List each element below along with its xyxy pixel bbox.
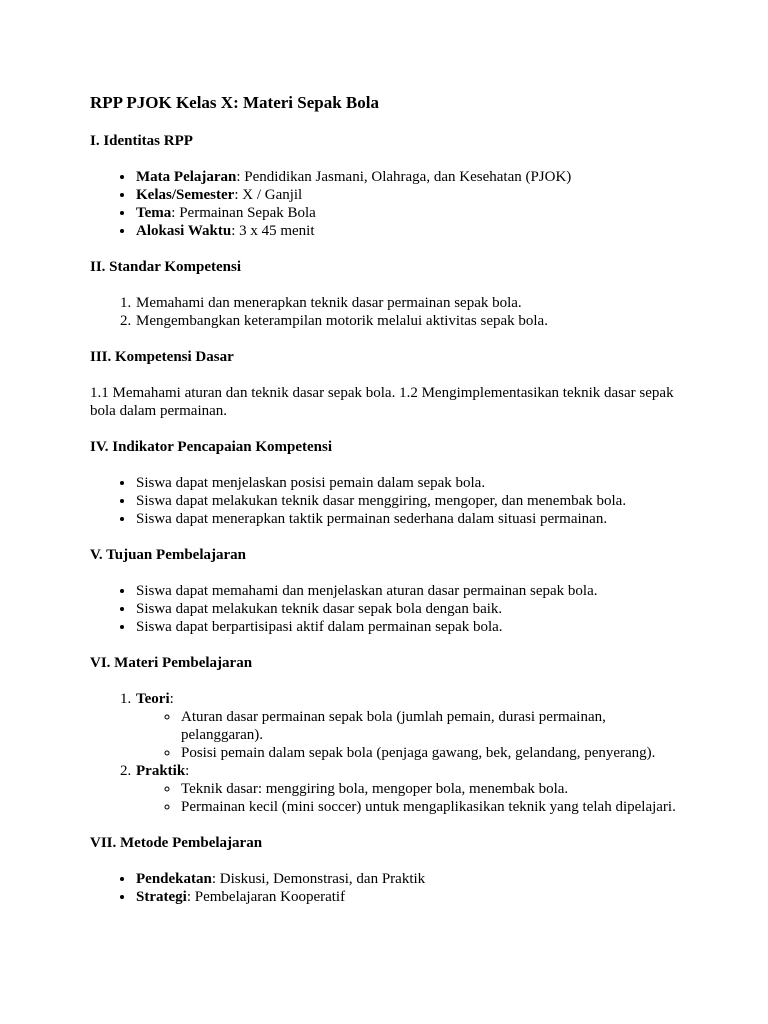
list-item (135, 690, 690, 762)
standar-kompetensi-list (90, 294, 690, 330)
list-item (135, 204, 690, 222)
item-value: : Pendidikan Jasmani, Olahraga, dan Kesehatan (PJOK) (236, 169, 572, 185)
item-suffix: : (185, 763, 190, 779)
list-item (135, 888, 690, 906)
section-heading-metode: VII. Metode Pembelajaran (90, 835, 263, 851)
list-item (135, 870, 690, 888)
section-heading-indikator: IV. Indikator Pencapaian Kompetensi (90, 439, 332, 455)
sub-list (136, 780, 690, 816)
list-item: • Siswa dapat berpartisipasi aktif dalam permainan sepak bola. (135, 618, 690, 636)
list-item: 2. Mengembangkan keterampilan motorik melalui aktivitas sepak bola. (135, 312, 690, 330)
item-label: Tema (136, 205, 172, 221)
section-heading-tujuan: V. Tujuan Pembelajaran (90, 547, 247, 563)
list-item (135, 186, 690, 204)
list-item: • Siswa dapat melakukan teknik dasar sepak bola dengan baik. (135, 600, 690, 618)
sub-list-item: ◦ Permainan kecil (mini soccer) untuk mengaplikasikan teknik yang telah dipelajari. (180, 798, 690, 816)
item-label: Praktik (136, 763, 186, 779)
sub-list-item: ◦ Posisi pemain dalam sepak bola (penjaga gawang, bek, gelandang, penyerang). (180, 744, 690, 762)
sub-list-item: ◦ Aturan dasar permainan sepak bola (jumlah pemain, durasi permainan, pelanggaran). (180, 708, 690, 744)
item-label: Teori (136, 691, 170, 707)
item-label: Pendekatan (136, 871, 212, 887)
item-value: : Permainan Sepak Bola (171, 205, 316, 221)
list-item: • Siswa dapat memahami dan menjelaskan aturan dasar permainan sepak bola. (135, 582, 690, 600)
materi-list (90, 690, 690, 816)
section-heading-materi: VI. Materi Pembelajaran (90, 655, 253, 671)
list-item: • Siswa dapat menjelaskan posisi pemain dalam sepak bola. (135, 474, 690, 492)
list-item (135, 222, 690, 240)
item-label: Kelas/Semester (136, 187, 235, 203)
item-label: Alokasi Waktu (136, 223, 232, 239)
document-title: RPP PJOK Kelas X: Materi Sepak Bola (90, 93, 379, 112)
section-heading-identitas: I. Identitas RPP (90, 133, 193, 149)
item-value: : Diskusi, Demonstrasi, dan Praktik (211, 871, 426, 887)
list-item: • Siswa dapat menerapkan taktik permainan sederhana dalam situasi permainan. (135, 510, 690, 528)
document-page (90, 92, 690, 924)
item-label: Mata Pelajaran (136, 169, 237, 185)
item-suffix: : (169, 691, 174, 707)
metode-list (90, 870, 690, 906)
list-item (135, 762, 690, 816)
indikator-list (90, 474, 690, 528)
sub-list-item: ◦ Teknik dasar: menggiring bola, mengoper bola, menembak bola. (180, 780, 690, 798)
sub-list (136, 708, 690, 762)
section-heading-kompetensi-dasar: III. Kompetensi Dasar (90, 349, 234, 365)
section-heading-standar-kompetensi: II. Standar Kompetensi (90, 259, 241, 275)
tujuan-list (90, 582, 690, 636)
kompetensi-dasar-text: 1.1 Memahami aturan dan teknik dasar sepak bola. 1.2 Mengimplementasikan teknik dasar sepak bola dalam permainan. (90, 385, 674, 419)
list-item: • Siswa dapat melakukan teknik dasar menggiring, mengoper, dan menembak bola. (135, 492, 690, 510)
list-item (135, 168, 690, 186)
list-item: 1. Memahami dan menerapkan teknik dasar permainan sepak bola. (135, 294, 690, 312)
item-value: : Pembelajaran Kooperatif (186, 889, 346, 905)
item-label: Strategi (136, 889, 187, 905)
item-value: : X / Ganjil (234, 187, 303, 203)
identitas-list (90, 168, 690, 240)
item-value: : 3 x 45 menit (231, 223, 315, 239)
